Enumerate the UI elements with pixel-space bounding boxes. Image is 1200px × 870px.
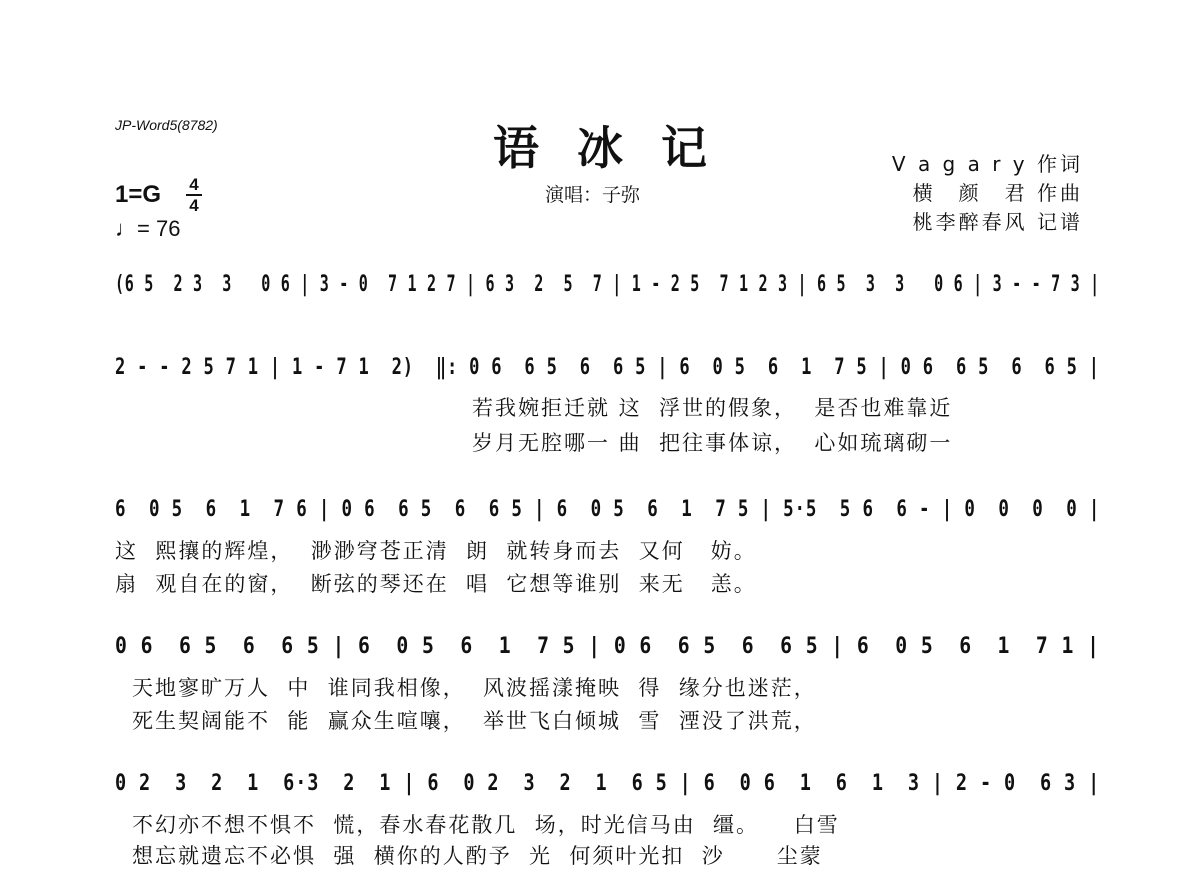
lyrics-row-5-verse-2: 想忘就遗忘不必惧 强 横你的人酌予 光 何须叶光扣 沙 尘蒙 — [132, 844, 823, 868]
song-title: 语冰记 — [493, 121, 745, 175]
composer-credit: 横 颜 君 作曲 — [912, 181, 1083, 205]
lyricist-credit: V a g a r y 作词 — [891, 152, 1083, 176]
singer-label: 演唱：子弥 — [545, 184, 641, 206]
transcriber-credit: 桃李醉春风 记谱 — [912, 210, 1083, 234]
time-signature — [186, 176, 202, 214]
lyrics-row-4-verse-1: 天地寥旷万人 中 谁同我相像， 风波摇漾掩映 得 缘分也迷茫， — [132, 676, 817, 700]
notation-row-1: (6 5 2 3 3 0 6 | 3 - 0 7 1 2 7 | 6 3 2 5 7 | 1 - 2 5 7 1 2 3 | 6 5 3 3 0 6 | 3 - - 7 3 | — [115, 272, 1100, 297]
key-signature: 1=G — [115, 181, 162, 208]
tempo-marking: ♩= 76 — [115, 216, 181, 241]
lyrics-row-3-verse-1: 这 熙攘的辉煌， 渺渺穹苍正清 朗 就转身而去 又何 妨。 — [115, 539, 757, 563]
notation-row-2: 2 - - 2 5 7 1 | 1 - 7 1 2) ‖: 0 6 6 5 6 6 5 | 6 0 5 6 1 7 5 | 0 6 6 5 6 6 5 | — [115, 355, 1100, 380]
lyrics-row-2-verse-2: 岁月无腔哪一 曲 把往事体谅， 心如琉璃砌一 — [472, 431, 953, 455]
lyrics-row-4-verse-2: 死生契阔能不 能 赢众生喧嚷， 举世飞白倾城 雪 湮没了洪荒， — [132, 709, 817, 733]
time-denominator: 4 — [189, 196, 199, 215]
watermark-label: JP-Word5(8782) — [115, 117, 218, 133]
lyrics-row-2-verse-1: 若我婉拒迁就 这 浮世的假象， 是否也难靠近 — [472, 396, 953, 420]
time-numerator: 4 — [189, 175, 199, 194]
notation-row-3: 6 0 5 6 1 7 6 | 0 6 6 5 6 6 5 | 6 0 5 6 1 7 5 | 5·5 5 6 6 - | 0 0 0 0 | — [115, 497, 1101, 522]
lyrics-row-3-verse-2: 扇 观自在的窗， 断弦的琴还在 唱 它想等谁别 来无 恙。 — [115, 572, 757, 596]
notation-row-4: 0 6 6 5 6 6 5 | 6 0 5 6 1 7 5 | 0 6 6 5 6 6 5 | 6 0 5 6 1 7 1 | — [115, 634, 1100, 659]
lyrics-row-5-verse-1: 不幻亦不想不惧不 慌，春水春花散几 场，时光信马由 缰。 白雪 — [132, 813, 840, 837]
notation-row-5: 0 2 3 2 1 6·3 2 1 | 6 0 2 3 2 1 6 5 | 6 0 6 1 6 1 3 | 2 - 0 6 3 | — [115, 771, 1101, 796]
